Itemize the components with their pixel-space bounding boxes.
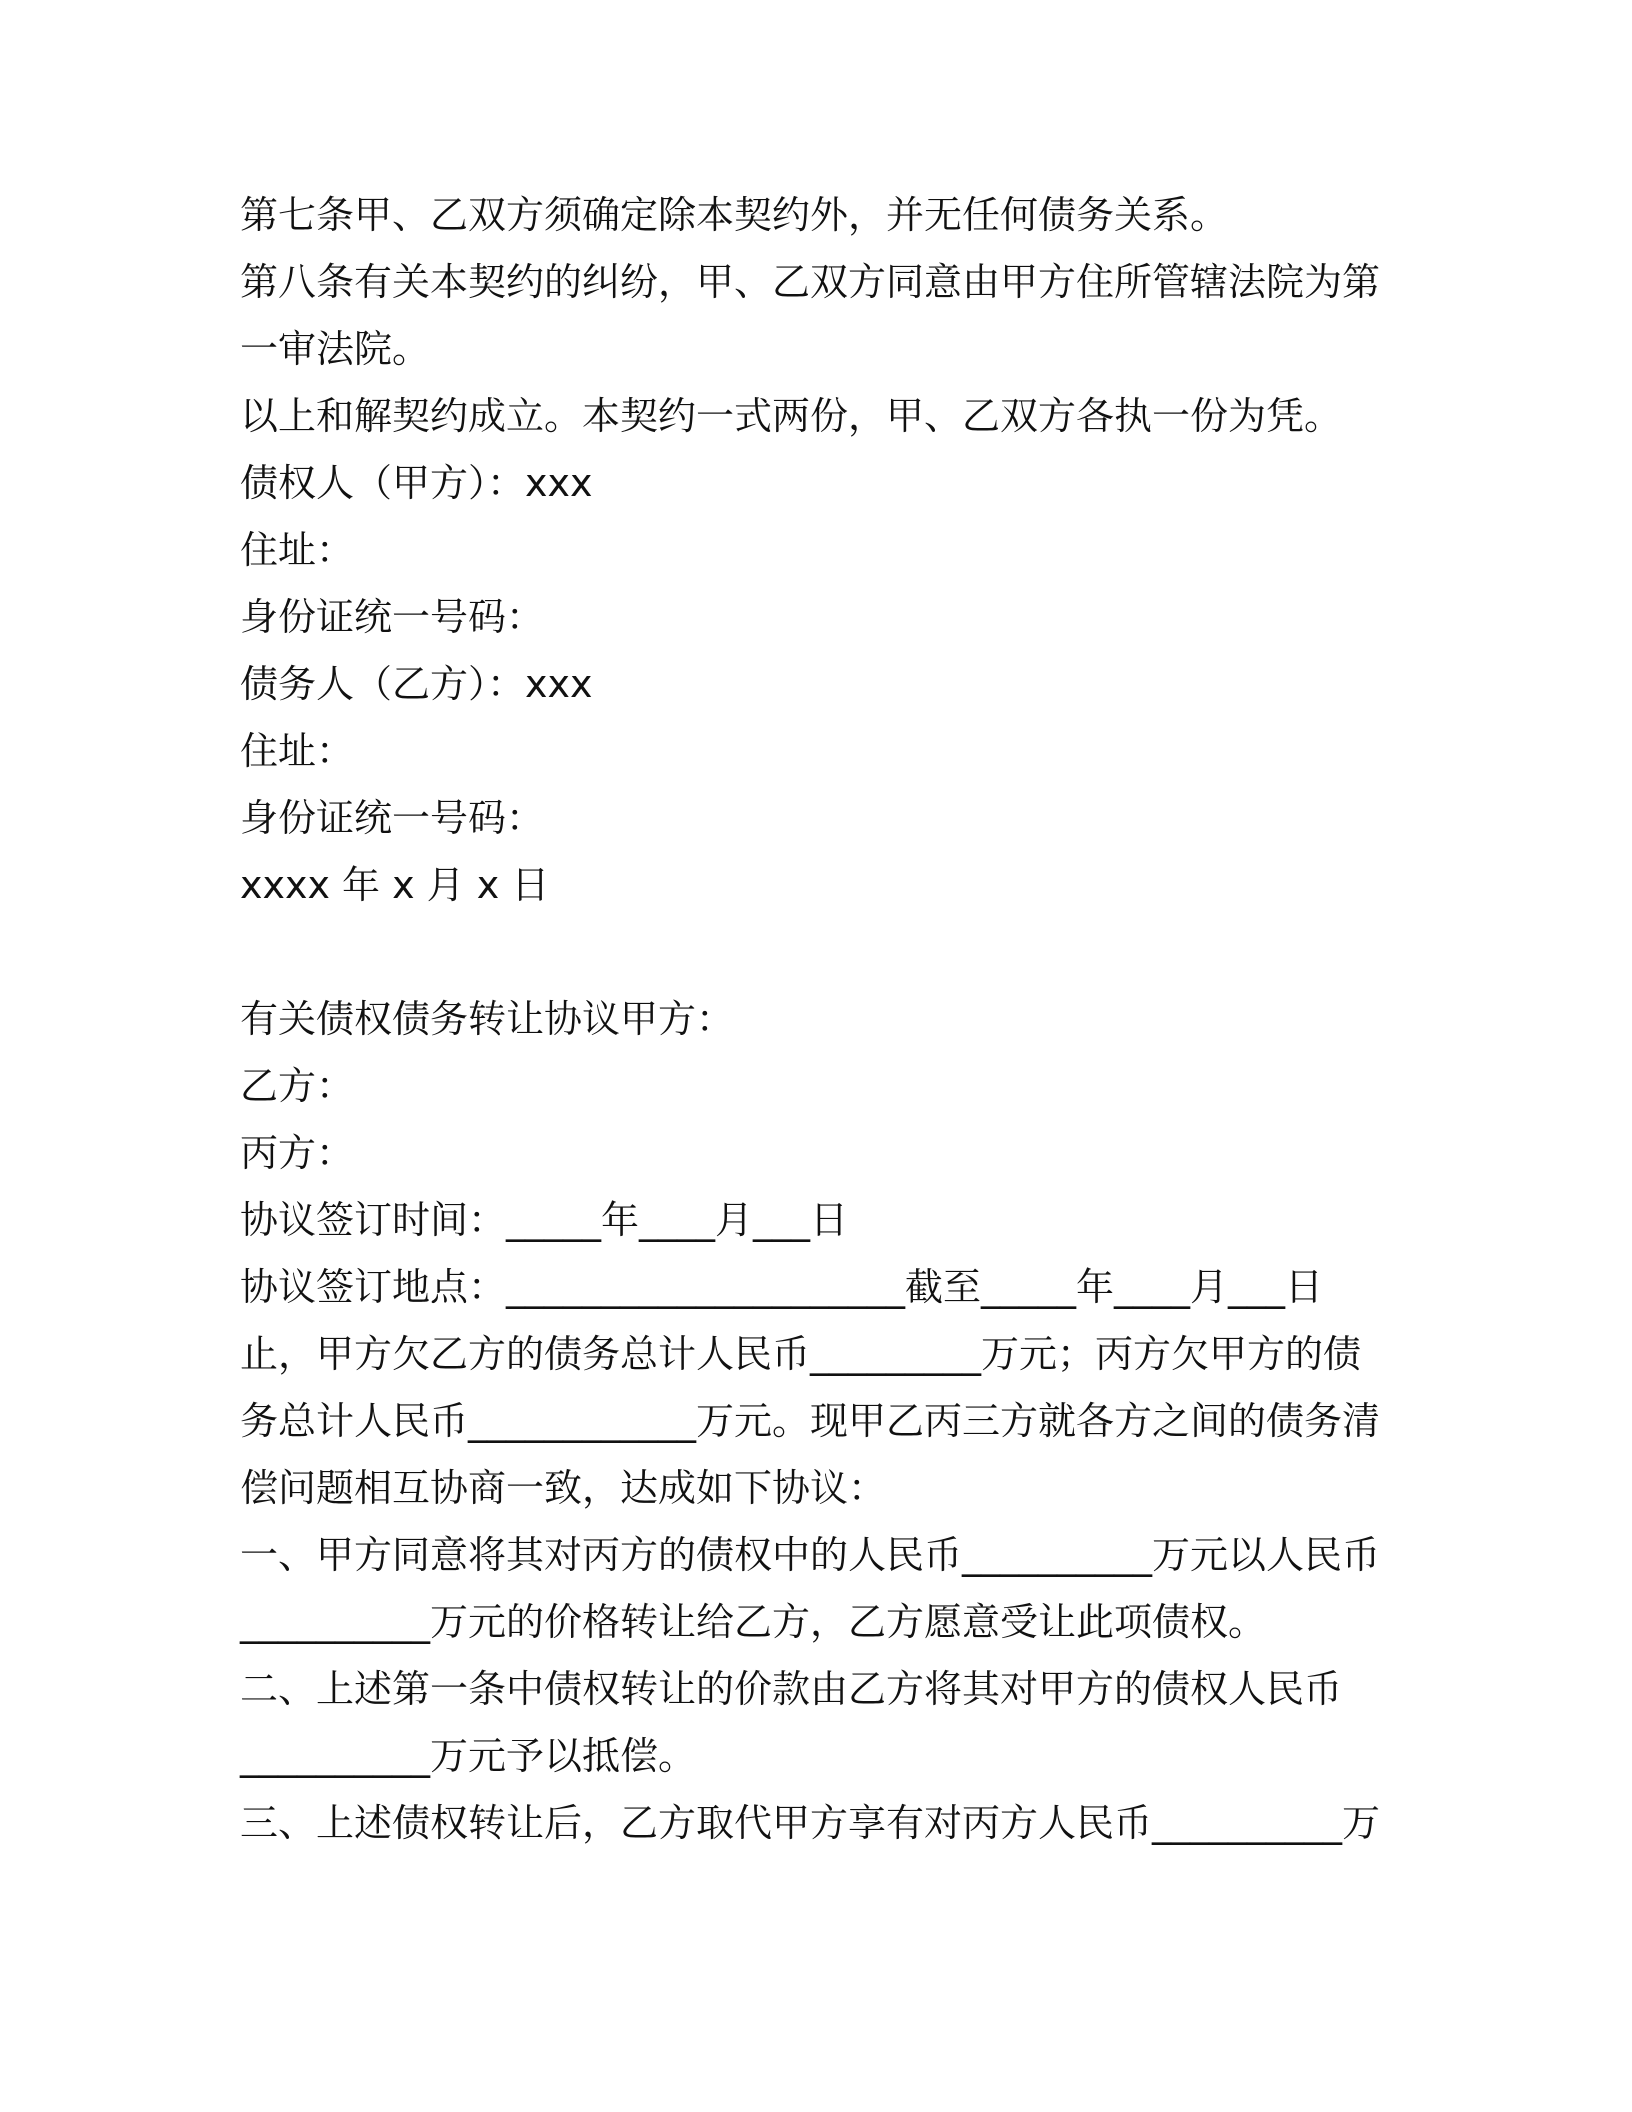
contract-date: xxxx 年 x 月 x 日 bbox=[240, 863, 550, 907]
body-line-3: 偿问题相互协商一致，达成如下协议： bbox=[240, 1466, 887, 1510]
sign-time: 协议签订时间：_____年____月___日 bbox=[240, 1198, 849, 1242]
article-7: 第七条甲、乙双方须确定除本契约外，并无任何债务关系。 bbox=[240, 193, 1229, 237]
clause-1-line-1: 一、甲方同意将其对丙方的债权中的人民币__________万元以人民币 bbox=[240, 1533, 1381, 1577]
creditor-id: 身份证统一号码： bbox=[240, 595, 545, 639]
sign-place: 协议签订地点：_____________________截至_____年____月___日 bbox=[240, 1265, 1324, 1309]
clause-2-line-1: 二、上述第一条中债权转让的价款由乙方将其对甲方的债权人民币 bbox=[240, 1667, 1343, 1711]
conclusion: 以上和解契约成立。本契约一式两份，甲、乙双方各执一份为凭。 bbox=[240, 394, 1343, 438]
body-line-2: 务总计人民币____________万元。现甲乙丙三方就各方之间的债务清 bbox=[240, 1399, 1381, 1443]
article-8-line-1: 第八条有关本契约的纠纷，甲、乙双方同意由甲方住所管辖法院为第 bbox=[240, 260, 1381, 304]
creditor-address: 住址： bbox=[240, 528, 355, 572]
debtor-name: 债务人（乙方）：xxx bbox=[240, 662, 593, 706]
agreement-title-party-a: 有关债权债务转让协议甲方： bbox=[240, 997, 735, 1041]
body-line-1: 止，甲方欠乙方的债务总计人民币_________万元；丙方欠甲方的债 bbox=[240, 1332, 1362, 1376]
clause-3-line-1: 三、上述债权转让后，乙方取代甲方享有对丙方人民币__________万 bbox=[240, 1801, 1381, 1845]
creditor-name: 债权人（甲方）：xxx bbox=[240, 461, 593, 505]
clause-2-line-2: __________万元予以抵偿。 bbox=[240, 1734, 697, 1778]
article-8-line-2: 一审法院。 bbox=[240, 327, 431, 371]
party-b: 乙方： bbox=[240, 1064, 355, 1108]
clause-1-line-2: __________万元的价格转让给乙方，乙方愿意受让此项债权。 bbox=[240, 1600, 1267, 1644]
party-c: 丙方： bbox=[240, 1131, 355, 1175]
debtor-id: 身份证统一号码： bbox=[240, 796, 545, 840]
debtor-address: 住址： bbox=[240, 729, 355, 773]
